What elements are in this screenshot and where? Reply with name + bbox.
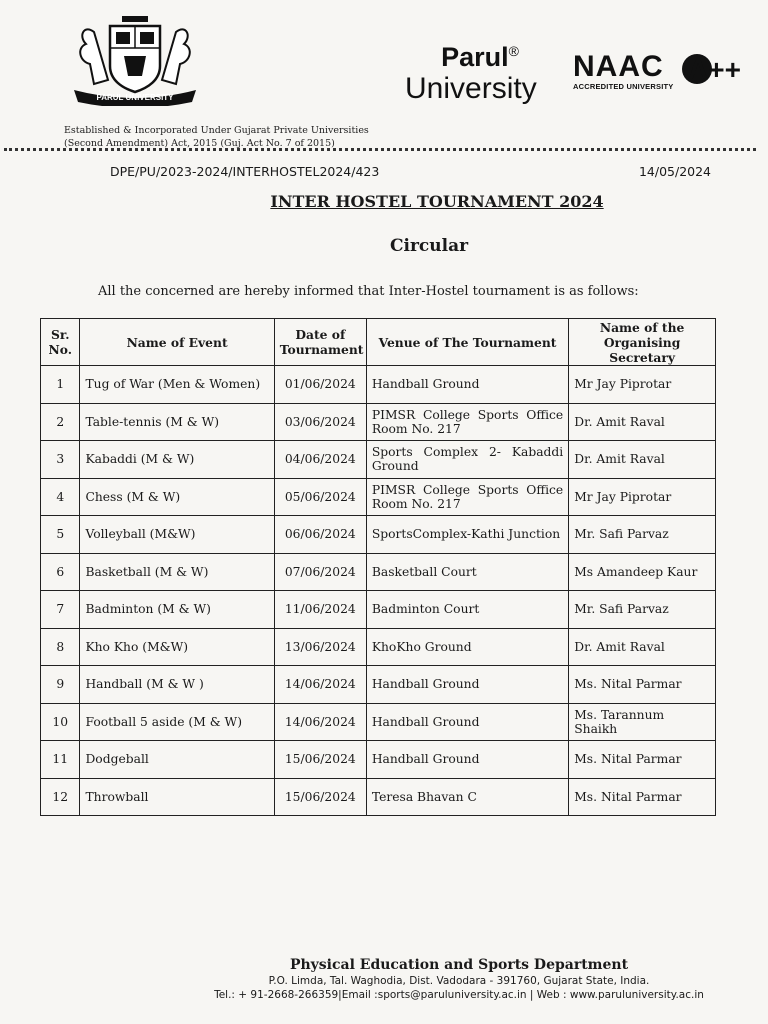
cell-sr: 11: [41, 741, 80, 779]
cell-date: 13/06/2024: [274, 628, 366, 666]
cell-date: 14/06/2024: [274, 666, 366, 704]
cell-sr: 2: [41, 403, 80, 441]
table-row: [41, 741, 716, 779]
cell-venue: Badminton Court: [366, 591, 568, 629]
brand-name: Parul: [441, 42, 509, 72]
cell-venue: Sports Complex 2- Kabaddi Ground: [366, 441, 568, 479]
cell-secretary: Mr Jay Piprotar: [569, 478, 716, 516]
cell-event: Football 5 aside (M & W): [80, 703, 274, 741]
table-row: [41, 441, 716, 479]
table-row: [41, 703, 716, 741]
table-row: [41, 516, 716, 554]
cell-secretary: Mr. Safi Parvaz: [569, 591, 716, 629]
cell-event: Tug of War (Men & Women): [80, 366, 274, 404]
cell-venue: Teresa Bhavan C: [366, 778, 568, 816]
cell-date: 15/06/2024: [274, 741, 366, 779]
circular-date: 14/05/2024: [638, 164, 711, 179]
footer-contact: Tel.: + 91-2668-266359|Email :sports@paruluniversity.ac.in | Web : www.paruluniversity.ac.in: [214, 989, 704, 1001]
cell-secretary: Ms. Nital Parmar: [569, 666, 716, 704]
registered-mark: ®: [508, 43, 519, 59]
crest-banner-text: PARUL UNIVERSITY: [96, 93, 174, 102]
cell-date: 05/06/2024: [274, 478, 366, 516]
table-header-row: [41, 319, 716, 366]
cell-secretary: Mr. Safi Parvaz: [569, 516, 716, 554]
cell-sr: 9: [41, 666, 80, 704]
cell-event: Throwball: [80, 778, 274, 816]
cell-venue: SportsComplex-Kathi Junction: [366, 516, 568, 554]
cell-event: Kho Kho (M&W): [80, 628, 274, 666]
intro-text: All the concerned are hereby informed that Inter-Hostel tournament is as follows:: [98, 284, 639, 299]
cell-sr: 12: [41, 778, 80, 816]
header-date: Date of Tournament: [274, 319, 366, 366]
cell-event: Chess (M & W): [80, 478, 274, 516]
university-wordmark: [405, 36, 555, 106]
cell-event: Badminton (M & W): [80, 591, 274, 629]
cell-event: Handball (M & W ): [80, 666, 274, 704]
cell-secretary: Ms. Nital Parmar: [569, 778, 716, 816]
cell-secretary: Dr. Amit Raval: [569, 628, 716, 666]
cell-date: 03/06/2024: [274, 403, 366, 441]
cell-sr: 1: [41, 366, 80, 404]
table-row: [41, 478, 716, 516]
table-row: [41, 553, 716, 591]
naac-badge: [573, 50, 753, 100]
header-secretary: Name of the Organising Secretary: [569, 319, 716, 366]
cell-secretary: Ms. Nital Parmar: [569, 741, 716, 779]
dotted-divider: [4, 148, 756, 157]
header-event: Name of Event: [80, 319, 274, 366]
cell-venue: Basketball Court: [366, 553, 568, 591]
table-row: [41, 366, 716, 404]
cell-secretary: Ms. Tarannum Shaikh: [569, 703, 716, 741]
naac-text: NAAC: [573, 50, 664, 83]
cell-event: Table-tennis (M & W): [80, 403, 274, 441]
cell-date: 11/06/2024: [274, 591, 366, 629]
cell-date: 06/06/2024: [274, 516, 366, 554]
cell-venue: PIMSR College Sports Office Room No. 217: [366, 403, 568, 441]
cell-secretary: Mr Jay Piprotar: [569, 366, 716, 404]
cell-event: Basketball (M & W): [80, 553, 274, 591]
cell-venue: Handball Ground: [366, 703, 568, 741]
cell-venue: Handball Ground: [366, 666, 568, 704]
establishment-line-2: (Second Amendment) Act, 2015 (Guj. Act No. 7 of 2015): [64, 138, 335, 149]
university-crest-logo: [64, 14, 206, 106]
cell-sr: 8: [41, 628, 80, 666]
footer-department: Physical Education and Sports Department: [289, 957, 629, 973]
header-sr-no: Sr. No.: [41, 319, 80, 366]
cell-venue: Handball Ground: [366, 741, 568, 779]
cell-venue: PIMSR College Sports Office Room No. 217: [366, 478, 568, 516]
brand-subtitle: University: [405, 72, 537, 105]
cell-event: Volleyball (M&W): [80, 516, 274, 554]
cell-date: 07/06/2024: [274, 553, 366, 591]
page-footer: [0, 956, 768, 1002]
cell-sr: 4: [41, 478, 80, 516]
table-row: [41, 778, 716, 816]
footer-address: P.O. Limda, Tal. Waghodia, Dist. Vadodara - 391760, Gujarat State, India.: [268, 975, 650, 987]
cell-secretary: Dr. Amit Raval: [569, 441, 716, 479]
cell-venue: Handball Ground: [366, 366, 568, 404]
cell-sr: 3: [41, 441, 80, 479]
cell-secretary: Ms Amandeep Kaur: [569, 553, 716, 591]
cell-sr: 7: [41, 591, 80, 629]
table-row: [41, 666, 716, 704]
cell-venue: KhoKho Ground: [366, 628, 568, 666]
naac-grade-emblem: [681, 52, 747, 86]
establishment-line-1: Established & Incorporated Under Gujarat Private Universities: [64, 125, 369, 136]
establishment-statement: [64, 124, 369, 150]
document-title: INTER HOSTEL TOURNAMENT 2024: [270, 192, 604, 211]
table-row: [41, 628, 716, 666]
cell-sr: 5: [41, 516, 80, 554]
naac-grade: A++: [688, 54, 741, 85]
cell-secretary: Dr. Amit Raval: [569, 403, 716, 441]
cell-date: 14/06/2024: [274, 703, 366, 741]
tournament-schedule-table: [40, 318, 716, 816]
document-subtitle: Circular: [389, 236, 469, 256]
cell-event: Kabaddi (M & W): [80, 441, 274, 479]
cell-event: Dodgeball: [80, 741, 274, 779]
naac-caption: ACCREDITED UNIVERSITY: [573, 82, 674, 91]
header-venue: Venue of The Tournament: [366, 319, 568, 366]
cell-date: 15/06/2024: [274, 778, 366, 816]
table-row: [41, 591, 716, 629]
cell-sr: 6: [41, 553, 80, 591]
cell-date: 01/06/2024: [274, 366, 366, 404]
reference-number: DPE/PU/2023-2024/INTERHOSTEL2024/423: [110, 164, 380, 179]
table-row: [41, 403, 716, 441]
cell-date: 04/06/2024: [274, 441, 366, 479]
cell-sr: 10: [41, 703, 80, 741]
